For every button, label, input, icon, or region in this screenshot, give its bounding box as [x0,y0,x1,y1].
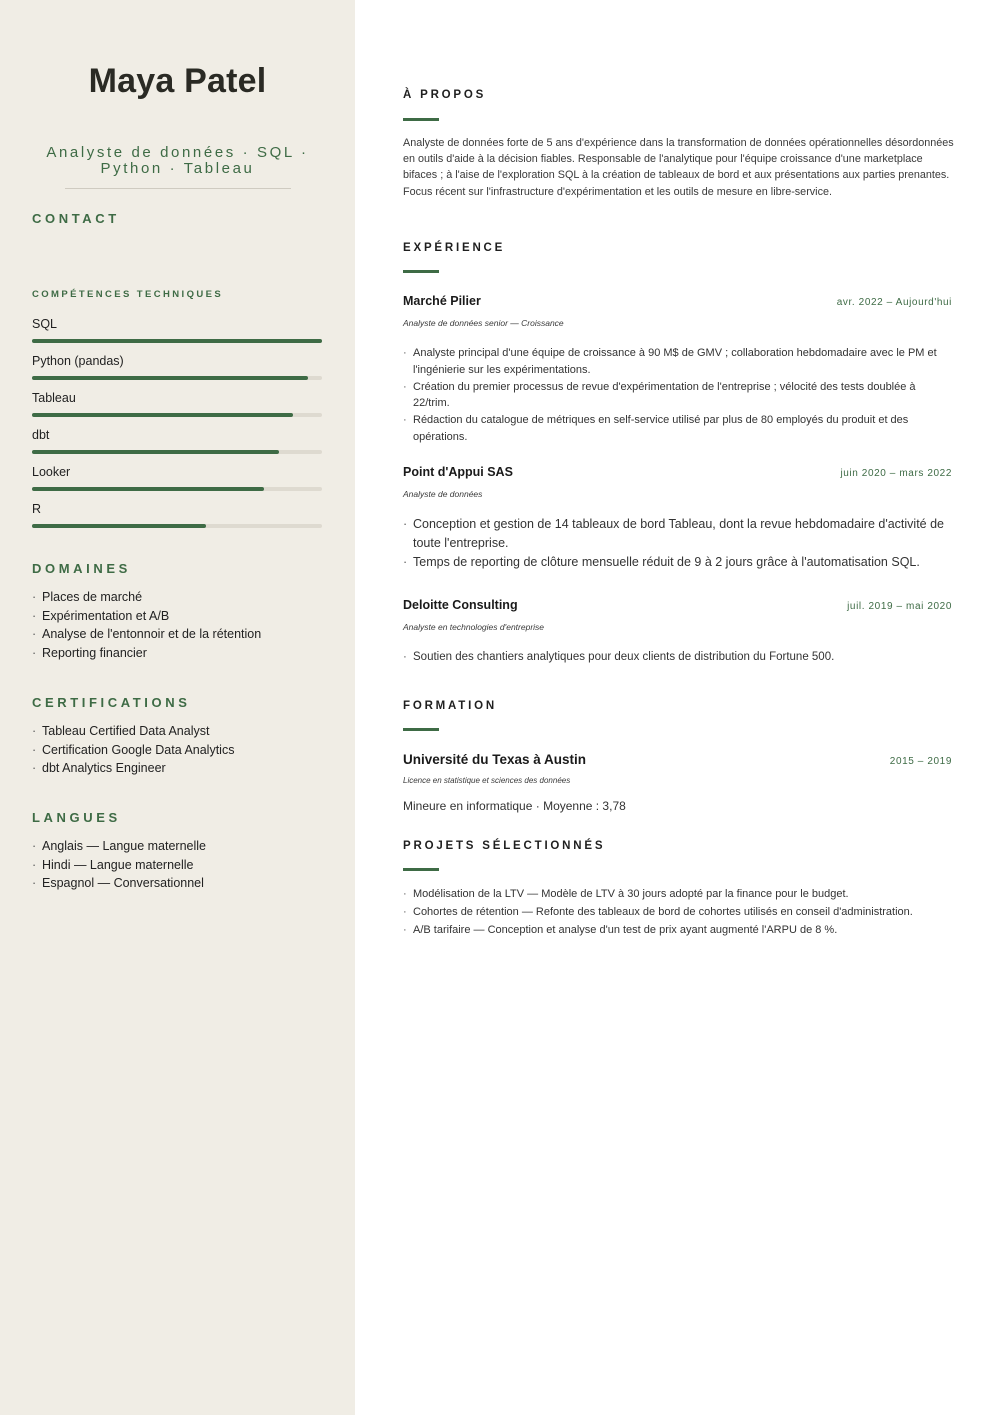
list-item: · Anglais — Langue maternelle [32,837,332,856]
skill-name: R [32,502,42,516]
skill-item [32,464,322,501]
job-role: Analyste de données senior — Croissance [403,318,564,328]
list-item: · Tableau Certified Data Analyst [32,722,332,741]
list-item: · Temps de reporting de clôture mensuelle réduit de 9 à 2 jours grâce à l'automatisation SQL. [403,553,955,572]
certifications-heading: CERTIFICATIONS [32,695,191,710]
skill-bar-track [32,376,322,380]
tagline-line-1: Analyste de données · SQL · [46,144,309,161]
skill-bar-fill [32,339,322,343]
list-item: · Hindi — Langue maternelle [32,856,332,875]
list-item: · Cohortes de rétention — Refonte des tableaux de bord de cohortes utilisés en conseil d'administration. [403,903,955,921]
skills-heading: COMPÉTENCES TECHNIQUES [32,289,224,300]
domains-heading: DOMAINES [32,561,131,576]
job-bullets [403,648,955,666]
languages-list [32,837,332,893]
list-item: · Espagnol — Conversationnel [32,874,332,893]
section-rule [403,270,439,273]
job-company: Marché Pilier [403,294,481,308]
section-rule [403,868,439,871]
skill-bar-track [32,524,322,528]
list-item: · Création du premier processus de revue d'expérimentation de l'entreprise ; vélocité des tests doublée à 22/trim. [403,379,955,413]
education-school: Université du Texas à Austin [403,752,587,767]
skill-item [32,390,322,427]
sidebar [0,0,355,1415]
skill-item [32,353,322,390]
certifications-list [32,722,332,778]
skill-bar-fill [32,413,293,417]
job-role: Analyste de données [403,489,483,499]
projects-heading: PROJETS SÉLECTIONNÉS [403,840,606,852]
list-item: · Analyste principal d'une équipe de croissance à 90 M$ de GMV ; collaboration hebdomadaire avec le PM et l'ingénierie sur les expérimentations. [403,345,955,379]
about-text: Analyste de données forte de 5 ans d'expérience dans la transformation de données opérationnelles désordonnées en outils d'aide à la décision fiables. Responsable de l'analytique pour l'équipe croissance d'une marketplace bifaces ; à l'aise de l'exploration SQL à la création de tableaux de bord et aux présentations aux parties prenantes. Focus récent sur l'infrastructure d'expérimentation et les outils de mesure en libre-service. [403,137,954,198]
skill-item [32,501,322,538]
list-item: · Places de marché [32,588,332,607]
skill-name: Tableau [32,391,76,405]
skill-bar-track [32,339,322,343]
main-content [355,0,1000,1415]
section-rule [403,118,439,121]
languages-heading: LANGUES [32,810,121,825]
skill-name: Looker [32,465,71,479]
tagline [32,145,323,177]
list-item: · Soutien des chantiers analytiques pour deux clients de distribution du Fortune 500. [403,648,955,666]
about-heading: À PROPOS [403,89,487,101]
skill-bar-fill [32,487,264,491]
tagline-divider [65,188,291,189]
skills-list [32,316,322,538]
skill-name: SQL [32,317,58,331]
section-rule [403,728,439,731]
list-item: · Certification Google Data Analytics [32,741,332,760]
contact-heading: CONTACT [32,211,120,226]
tagline-line-2: Python · Tableau [100,160,255,177]
skill-bar-track [32,450,322,454]
education-extra: Mineure en informatique · Moyenne : 3,78 [403,799,626,813]
education-degree: Licence en statistique et sciences des données [403,776,571,785]
list-item: · Expérimentation et A/B [32,607,332,626]
list-item: · dbt Analytics Engineer [32,759,332,778]
job-bullets [403,345,955,446]
projects-list [403,885,955,939]
skill-item [32,427,322,464]
job-company: Deloitte Consulting [403,598,518,612]
list-item: · Reporting financier [32,644,332,663]
job-dates: juil. 2019 – mai 2020 [847,601,952,612]
job-dates: avr. 2022 – Aujourd'hui [836,297,952,308]
skill-bar-fill [32,450,279,454]
job-bullets [403,515,955,572]
education-dates: 2015 – 2019 [889,756,952,767]
skill-bar-track [32,413,322,417]
list-item: · Modélisation de la LTV — Modèle de LTV à 30 jours adopté par la finance pour le budget. [403,885,955,903]
skill-name: dbt [32,428,50,442]
list-item: · Rédaction du catalogue de métriques en self-service utilisé par plus de 80 employés du produit et des opérations. [403,412,955,446]
domains-list [32,588,332,662]
job-role: Analyste en technologies d'entreprise [403,622,545,632]
list-item: · A/B tarifaire — Conception et analyse d'un test de prix ayant augmenté l'ARPU de 8 %. [403,921,955,939]
skill-item [32,316,322,353]
job-company: Point d'Appui SAS [403,465,513,479]
skill-name: Python (pandas) [32,354,124,368]
candidate-name: Maya Patel [88,62,267,100]
skill-bar-track [32,487,322,491]
list-item: · Conception et gestion de 14 tableaux de bord Tableau, dont la revue hebdomadaire d'activité de toute l'entreprise. [403,515,955,553]
education-heading: FORMATION [403,700,497,712]
experience-heading: EXPÉRIENCE [403,242,506,254]
skill-bar-fill [32,376,308,380]
list-item: · Analyse de l'entonnoir et de la rétention [32,625,332,644]
skill-bar-fill [32,524,206,528]
job-dates: juin 2020 – mars 2022 [840,468,952,479]
